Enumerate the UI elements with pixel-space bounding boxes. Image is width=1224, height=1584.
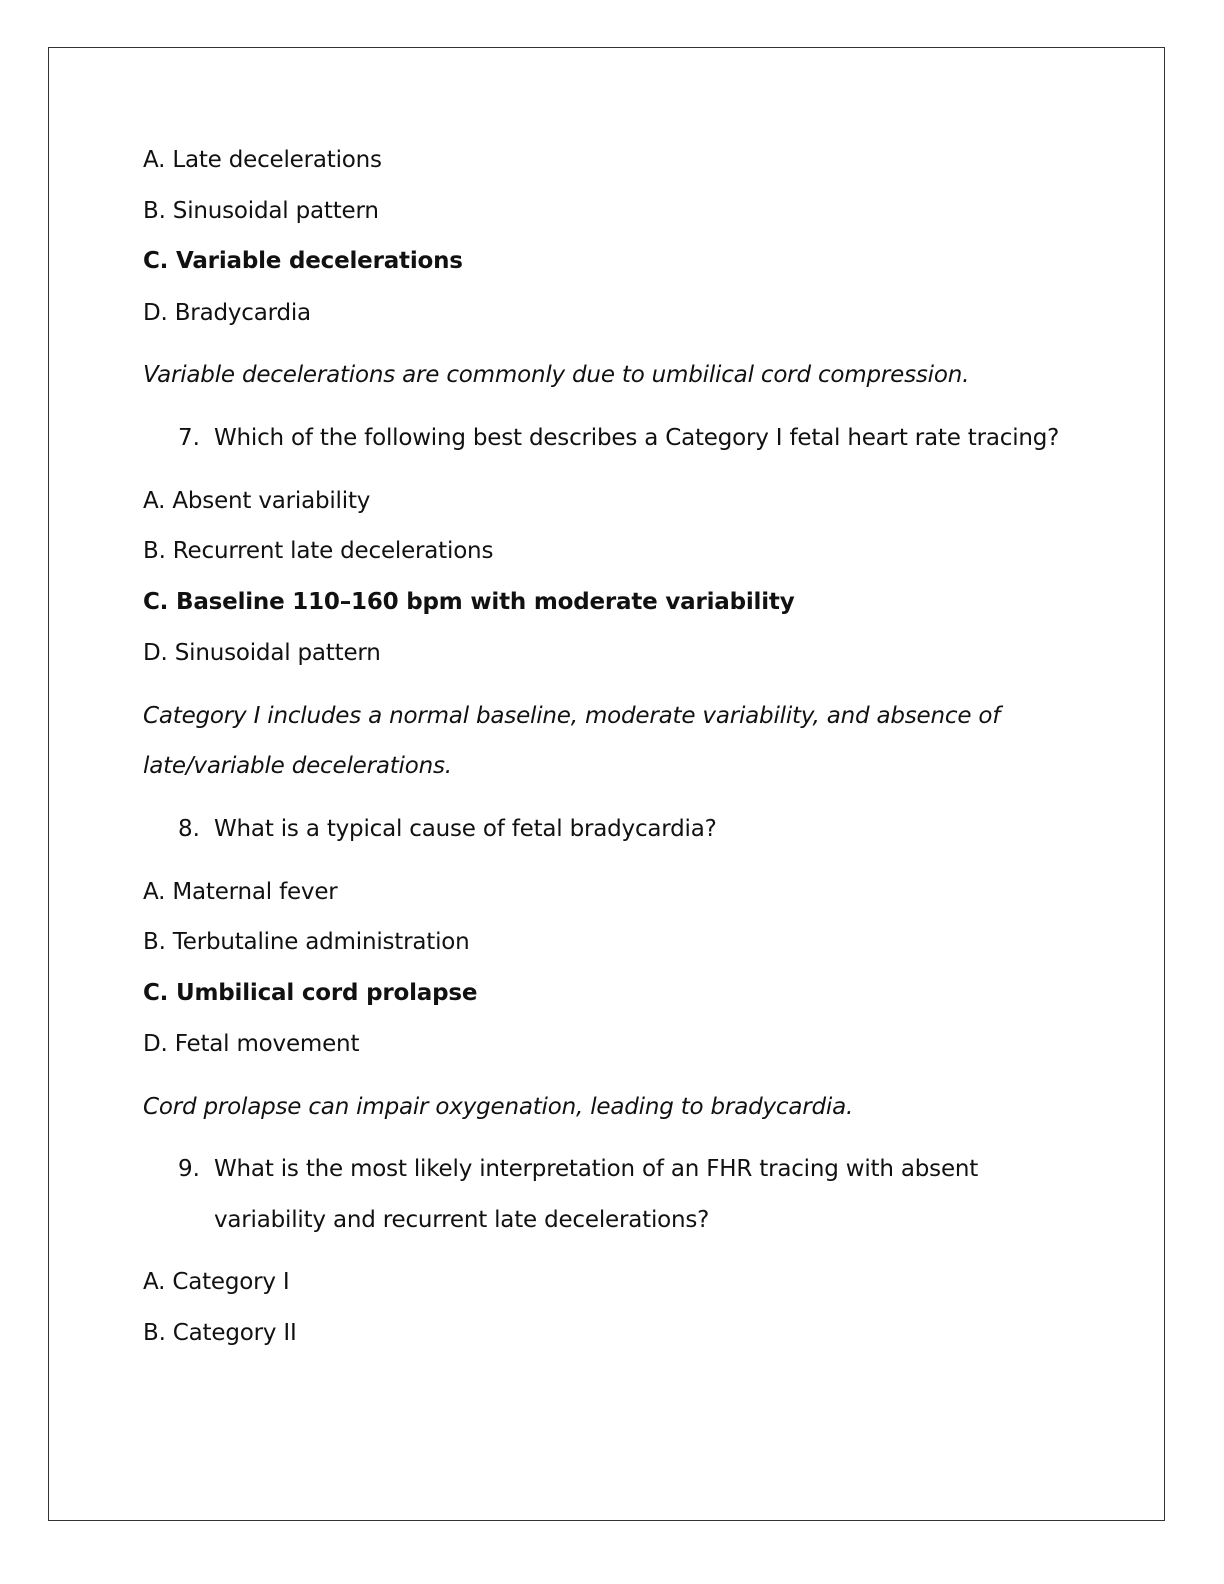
q9-question-line1: What is the most likely interpretation of an FHR tracing with absent bbox=[214, 1156, 979, 1182]
q6-option-d: D. Bradycardia bbox=[143, 300, 311, 326]
q7-option-c-correct: C. Baseline 110–160 bpm with moderate variability bbox=[143, 589, 795, 615]
q7-option-b: B. Recurrent late decelerations bbox=[143, 538, 494, 564]
q7-rationale-line1: Category I includes a normal baseline, moderate variability, and absence of bbox=[143, 703, 1001, 729]
q7-option-d: D. Sinusoidal pattern bbox=[143, 640, 381, 666]
q8-question: What is a typical cause of fetal bradycardia? bbox=[214, 816, 717, 842]
q9-number: 9. bbox=[178, 1156, 200, 1182]
q6-rationale: Variable decelerations are commonly due to umbilical cord compression. bbox=[143, 362, 970, 388]
q6-option-a: A. Late decelerations bbox=[143, 147, 382, 173]
q6-option-c-correct: C. Variable decelerations bbox=[143, 248, 463, 274]
q9-option-a: A. Category I bbox=[143, 1269, 290, 1295]
q7-number: 7. bbox=[178, 425, 200, 451]
q9-question-line2: variability and recurrent late decelerations? bbox=[214, 1207, 710, 1233]
q7-rationale-line2: late/variable decelerations. bbox=[143, 753, 452, 779]
q7-option-a: A. Absent variability bbox=[143, 488, 371, 514]
q8-option-a: A. Maternal fever bbox=[143, 879, 338, 905]
q6-option-b: B. Sinusoidal pattern bbox=[143, 198, 379, 224]
q8-option-c-correct: C. Umbilical cord prolapse bbox=[143, 980, 478, 1006]
q8-number: 8. bbox=[178, 816, 200, 842]
q8-option-b: B. Terbutaline administration bbox=[143, 929, 470, 955]
q8-option-d: D. Fetal movement bbox=[143, 1031, 360, 1057]
q9-option-b: B. Category II bbox=[143, 1320, 297, 1346]
q7-question: Which of the following best describes a Category I fetal heart rate tracing? bbox=[214, 425, 1060, 451]
q8-rationale: Cord prolapse can impair oxygenation, leading to bradycardia. bbox=[143, 1094, 854, 1120]
